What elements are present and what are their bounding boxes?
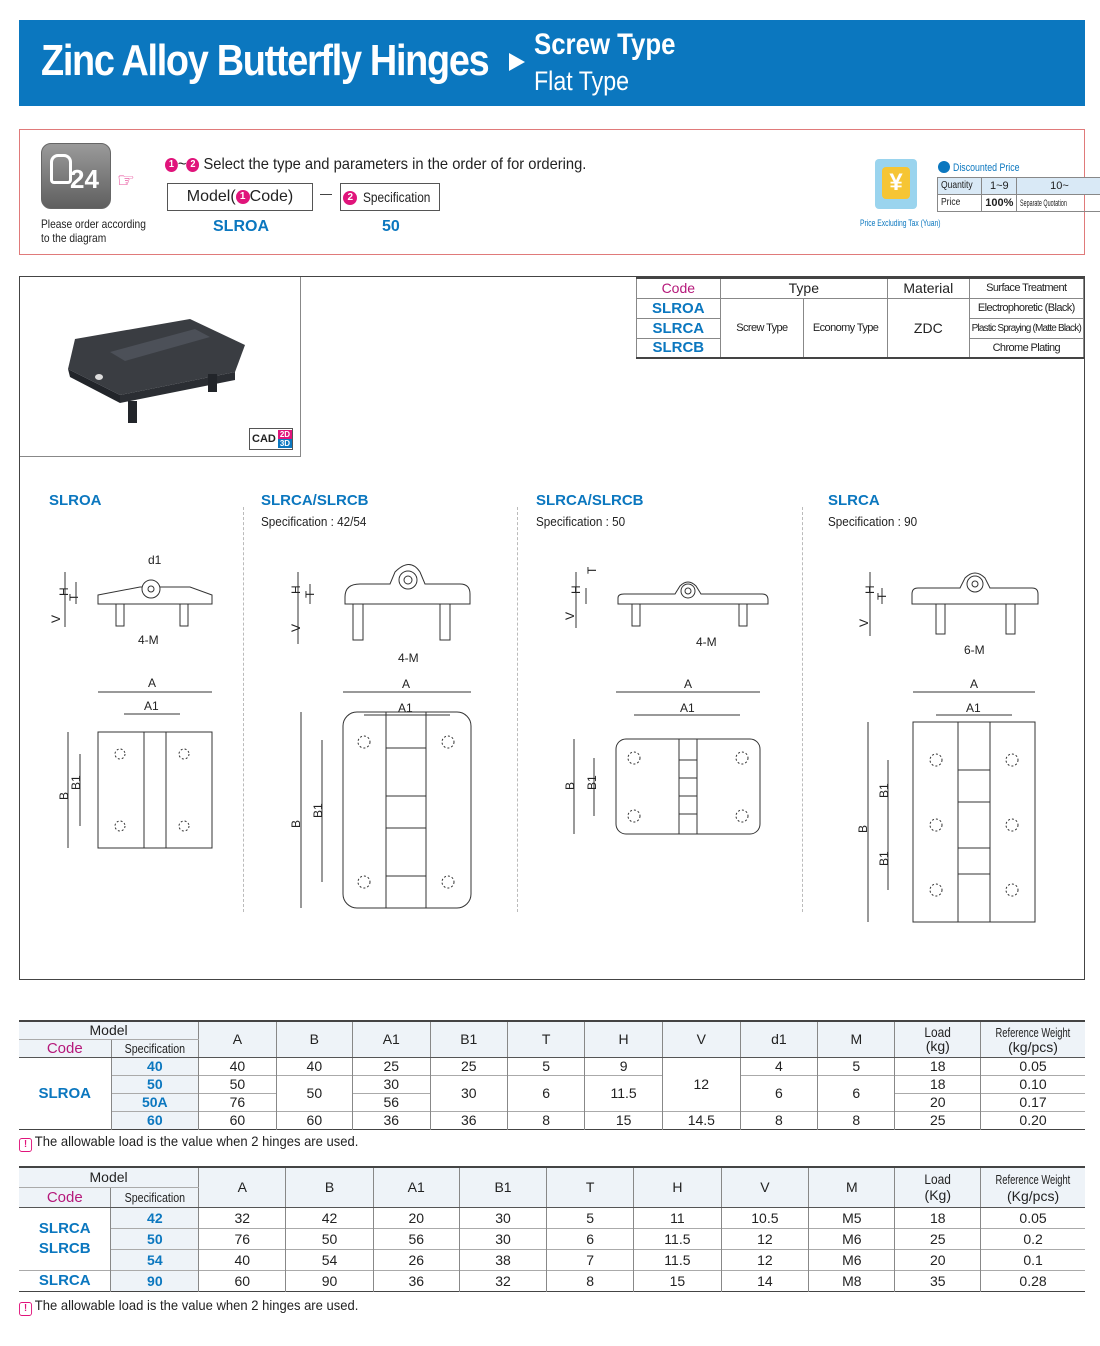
svg-text:V: V bbox=[49, 614, 63, 623]
load-note-1: ! The allowable load is the value when 2 hinges are used. bbox=[19, 1133, 358, 1152]
specification-box: 2 Specification bbox=[340, 183, 440, 211]
diagram-label-2: SLRCA/SLRCB bbox=[261, 492, 369, 509]
note-icon: ! bbox=[19, 1302, 32, 1316]
example-code: SLROA bbox=[213, 218, 269, 235]
svg-text:H: H bbox=[289, 585, 303, 594]
svg-text:V: V bbox=[289, 623, 303, 632]
product-photo bbox=[20, 277, 301, 457]
svg-text:4-M: 4-M bbox=[138, 633, 159, 647]
ordering-panel bbox=[19, 129, 1085, 255]
svg-text:A: A bbox=[402, 677, 411, 691]
diagram-spec-4: Specification : 90 bbox=[828, 514, 918, 529]
diagram-spec-2: Specification : 42/54 bbox=[261, 514, 367, 529]
slrca-50-side-view bbox=[563, 566, 768, 649]
pointing-hand-icon: ☞ bbox=[117, 170, 135, 192]
svg-text:B1: B1 bbox=[585, 775, 599, 790]
load-note-2: ! The allowable load is the value when 2 hinges are used. bbox=[19, 1297, 358, 1316]
svg-text:H: H bbox=[57, 587, 71, 596]
example-spec: 50 bbox=[382, 218, 400, 235]
svg-text:H: H bbox=[569, 585, 583, 594]
svg-text:B: B bbox=[856, 824, 870, 833]
svg-text:B: B bbox=[57, 791, 71, 800]
svg-text:T: T bbox=[303, 590, 317, 598]
slrca-dimension-table: Model A B A1 B1 T H V M Load (Kg) Reference Weight (Kg/pcs) Code Specification SLRCA SLRCB 42 32 42 20 30 5 11 10.5 M5 18 0.05 50 76 50 56 30 6 11.5 12 M6 25 0.2 54 40 54 26 38 7 11.5 12 M6 20 0.1 SLRCA 90 60 90 36 32 8 15 14 M8 35 0.28 bbox=[19, 1166, 1085, 1292]
svg-text:B: B bbox=[289, 819, 303, 828]
diagram-label-1: SLROA bbox=[49, 492, 102, 509]
svg-text:d1: d1 bbox=[148, 553, 162, 567]
arrow-right-icon bbox=[509, 53, 525, 71]
svg-text:A1: A1 bbox=[966, 701, 981, 715]
svg-text:4-M: 4-M bbox=[398, 651, 419, 665]
phone-24-icon: 24 bbox=[41, 143, 111, 209]
price-table: Quantity 1~9 10~ Price 100% Separate Quotation bbox=[937, 177, 1100, 212]
cad-badge[interactable]: CAD 2D 3D bbox=[249, 428, 293, 450]
page-title: Zinc Alloy Butterfly Hinges bbox=[41, 36, 489, 85]
slrca-90-side-view bbox=[857, 572, 1038, 657]
slrca-90-plan-view bbox=[856, 677, 1035, 922]
svg-text:A1: A1 bbox=[680, 701, 695, 715]
svg-text:T: T bbox=[585, 566, 599, 574]
svg-text:T: T bbox=[67, 593, 81, 601]
slrca-42-side-view bbox=[289, 565, 470, 666]
svg-text:V: V bbox=[563, 611, 577, 620]
title-banner bbox=[19, 20, 1085, 106]
diagram-label-4: SLRCA bbox=[828, 492, 880, 509]
svg-text:A1: A1 bbox=[398, 701, 413, 715]
yen-icon: ¥ bbox=[875, 159, 917, 209]
svg-text:4-M: 4-M bbox=[696, 635, 717, 649]
svg-text:H: H bbox=[863, 585, 877, 594]
svg-text:B1: B1 bbox=[877, 851, 891, 866]
slrca-50-plan-view bbox=[563, 677, 760, 834]
step-1-icon: 1 bbox=[165, 158, 178, 172]
slroa-plan-view bbox=[57, 676, 212, 848]
diagram-spec-3: Specification : 50 bbox=[536, 514, 626, 529]
svg-text:B1: B1 bbox=[311, 803, 325, 818]
model-code-box: Model( 1 Code) bbox=[167, 183, 313, 211]
tax-note: Price Excluding Tax (Yuan) bbox=[860, 218, 941, 228]
subtitle-flat: Flat Type bbox=[534, 66, 630, 96]
note-icon: ! bbox=[19, 1138, 32, 1152]
diagram-panel bbox=[19, 276, 1085, 980]
svg-text:B: B bbox=[563, 781, 577, 790]
svg-text:A: A bbox=[148, 676, 157, 690]
order-note: Please order according to the diagram bbox=[41, 217, 146, 245]
slroa-side-view bbox=[49, 553, 212, 647]
dash-divider bbox=[320, 194, 332, 195]
svg-text:B1: B1 bbox=[69, 775, 83, 790]
svg-text:A: A bbox=[970, 677, 979, 691]
slroa-dimension-table: Model A B A1 B1 T H V d1 M Load (kg) Reference Weight (kg/pcs) Code Specification SLROA 40 40 40 25 25 5 9 4 5 18 0.05 50 50 50 30 30 6 11.5 12 6 6 18 0.10 50A 76 56 20 0.17 60 60 60 36 36 8 15 14.5 8 8 25 0.20 bbox=[19, 1020, 1085, 1130]
subtitle-screw: Screw Type bbox=[534, 28, 676, 61]
svg-text:A1: A1 bbox=[144, 699, 159, 713]
code-table: Code Type Material Surface Treatment SLROA Screw Type Economy Type ZDC Electrophoretic (Black) SLRCA Plastic Spraying (Matte Black) SLRCB Chrome Plating bbox=[636, 277, 1084, 359]
step-2-icon: 2 bbox=[186, 158, 199, 172]
technical-drawings bbox=[20, 532, 1084, 977]
diagram-label-3: SLRCA/SLRCB bbox=[536, 492, 644, 509]
svg-text:B1: B1 bbox=[877, 783, 891, 798]
discount-title: Discounted Price bbox=[938, 161, 1036, 174]
slrca-42-plan-view bbox=[289, 677, 471, 908]
svg-text:T: T bbox=[875, 592, 889, 600]
svg-text:6-M: 6-M bbox=[964, 643, 985, 657]
svg-text:A: A bbox=[684, 677, 693, 691]
order-instructions: 1 ~ 2 Select the type and parameters in the order of for ordering. bbox=[165, 156, 586, 174]
svg-text:V: V bbox=[857, 618, 871, 627]
dot-icon bbox=[938, 161, 950, 173]
